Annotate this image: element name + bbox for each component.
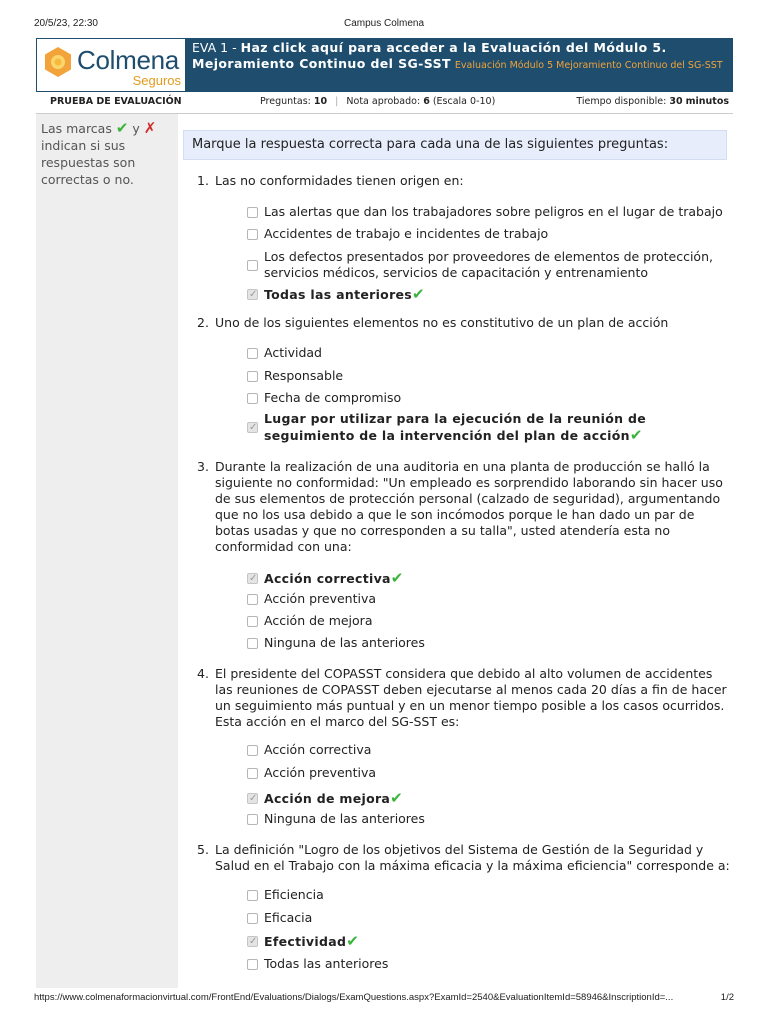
option-label: Acción de mejora✔ xyxy=(264,789,404,807)
note-part-b: y xyxy=(132,121,140,136)
exam-title-line2[interactable]: Mejoramiento Continuo del SG-SST xyxy=(192,56,451,71)
answer-checkbox[interactable] xyxy=(247,393,258,404)
questions-label: Preguntas: xyxy=(260,96,311,107)
option-label: Ninguna de las anteriores xyxy=(264,635,425,650)
brand-sub: Seguros xyxy=(132,73,181,88)
question-text: La definición "Logro de los objetivos del Sistema de Gestión de la Seguridad y Salud en el Trabajo con la máxima eficacia y la máxima eficiencia" corresponde a: xyxy=(215,842,730,873)
scale-label: (Escala 0-10) xyxy=(432,96,496,107)
time-label: Tiempo disponible: xyxy=(576,96,667,107)
separator: | xyxy=(335,96,339,107)
answer-checkbox[interactable] xyxy=(247,793,258,804)
answer-checkbox[interactable] xyxy=(247,422,258,433)
print-header xyxy=(34,18,734,32)
time-available xyxy=(576,96,729,107)
note-part-c: indican si sus respuestas son correctas o no. xyxy=(41,138,136,187)
question-number: 5. xyxy=(197,842,209,857)
answer-checkbox[interactable] xyxy=(247,348,258,359)
question-number: 2. xyxy=(197,315,209,330)
check-icon: ✔ xyxy=(390,789,404,807)
option-label: Todas las anteriores xyxy=(264,956,389,971)
honeycomb-icon xyxy=(43,46,73,78)
option-label: Fecha de compromiso xyxy=(264,390,402,405)
option-label: Acción correctiva xyxy=(264,742,372,757)
option-label: Responsable xyxy=(264,368,344,383)
sidebar-note xyxy=(36,114,178,194)
print-page: 1/2 xyxy=(720,992,734,1003)
print-url: https://www.colmenaformacionvirtual.com/FrontEnd/Evaluations/Dialogs/ExamQuestions.aspx?ExamId=2540&EvaluationItemId=58946&InscriptionId=... xyxy=(34,992,674,1003)
answer-checkbox[interactable] xyxy=(247,573,258,584)
pass-label: Nota aprobado: xyxy=(346,96,421,107)
option-label: Todas las anteriores✔ xyxy=(264,285,425,303)
option-label: Eficacia xyxy=(264,910,313,925)
question-text: Las no conformidades tienen origen en: xyxy=(215,173,464,188)
check-icon: ✔ xyxy=(115,119,129,137)
answer-checkbox[interactable] xyxy=(247,936,258,947)
answer-checkbox[interactable] xyxy=(247,594,258,605)
check-icon: ✔ xyxy=(346,932,360,950)
exam-prefix: EVA 1 - xyxy=(192,40,241,55)
sidebar xyxy=(36,114,178,988)
option-label: Las alertas que dan los trabajadores sobre peligros en el lugar de trabajo xyxy=(264,204,723,219)
brand-name: Colmena xyxy=(77,45,179,75)
option-label: Acción preventiva xyxy=(264,591,377,606)
exam-title-link[interactable] xyxy=(186,38,733,92)
question-number: 4. xyxy=(197,666,209,681)
answer-checkbox[interactable] xyxy=(247,207,258,218)
cross-icon: ✗ xyxy=(143,119,157,137)
check-icon: ✔ xyxy=(412,285,425,303)
question-text: Uno de los siguientes elementos no es constitutivo de un plan de acción xyxy=(215,315,669,330)
print-title: Campus Colmena xyxy=(343,18,425,29)
answer-checkbox[interactable] xyxy=(247,371,258,382)
option-label: Ninguna de las anteriores xyxy=(264,811,425,826)
exam-banner xyxy=(36,38,733,92)
check-icon: ✔ xyxy=(390,569,404,587)
option-label: Actividad xyxy=(264,345,322,360)
answer-checkbox[interactable] xyxy=(247,890,258,901)
answer-checkbox[interactable] xyxy=(247,814,258,825)
option-label: Acción preventiva xyxy=(264,765,377,780)
infobar-stats xyxy=(260,96,495,107)
exam-title-line1[interactable]: Haz click aquí para acceder a la Evaluación del Módulo 5. xyxy=(240,40,667,55)
exam-subtitle: Evaluación Módulo 5 Mejoramiento Continuo del SG-SST xyxy=(454,60,723,71)
answer-checkbox[interactable] xyxy=(247,229,258,240)
answer-checkbox[interactable] xyxy=(247,913,258,924)
question-text: El presidente del COPASST considera que debido al alto volumen de accidentes las reuniones de COPASST deben ejecutarse al menos cada 20 días a fin de hacer un seguimiento más puntual y en un menor tiempo posible a los casos ocurridos. Esta acción en el marco del SG-SST es: xyxy=(215,666,727,729)
infobar-label: PRUEBA DE EVALUACIÓN xyxy=(50,96,182,107)
questions-value: 10 xyxy=(313,96,328,107)
time-value: 30 xyxy=(669,96,683,107)
option-label: Lugar por utilizar para la ejecución de la reunión de seguimiento de la intervención del plan de acción✔ xyxy=(264,411,646,444)
question-number: 3. xyxy=(197,459,209,474)
answer-checkbox[interactable] xyxy=(247,638,258,649)
option-label: Los defectos presentados por proveedores de elementos de protección, servicios médicos, servicios de capacitación y entrenamiento xyxy=(264,249,713,280)
check-icon: ✔ xyxy=(629,426,643,444)
option-label: Eficiencia xyxy=(264,887,324,902)
answer-checkbox[interactable] xyxy=(247,260,258,271)
option-label: Accidentes de trabajo e incidentes de trabajo xyxy=(264,226,549,241)
time-unit: minutos xyxy=(685,96,729,107)
note-part-a: Las marcas xyxy=(41,121,112,136)
question-text: Durante la realización de una auditoria en una planta de producción se halló la siguiente no conformidad: "Un empleado es sorprendido laborando sin hacer uso de sus elementos de protección personal (calzado de seguridad), argumentando que no los usa debido a que le son incómodos porque le han dado un par de botas usadas y que no corresponden a su talla", usted atendería esta no conformidad con una: xyxy=(215,459,723,554)
option-label: Acción de mejora xyxy=(264,613,373,628)
print-datetime: 20/5/23, 22:30 xyxy=(34,18,98,29)
exam-infobar xyxy=(36,93,733,114)
answer-checkbox[interactable] xyxy=(247,745,258,756)
question-number: 1. xyxy=(197,173,209,188)
answer-checkbox[interactable] xyxy=(247,289,258,300)
option-label: Efectividad✔ xyxy=(264,932,360,950)
instructions-box: Marque la respuesta correcta para cada una de las siguientes preguntas: xyxy=(183,130,727,160)
brand-logo xyxy=(36,38,186,92)
answer-checkbox[interactable] xyxy=(247,616,258,627)
answer-checkbox[interactable] xyxy=(247,768,258,779)
answer-checkbox[interactable] xyxy=(247,959,258,970)
option-label: Acción correctiva✔ xyxy=(264,569,404,587)
pass-value: 6 xyxy=(423,96,430,107)
